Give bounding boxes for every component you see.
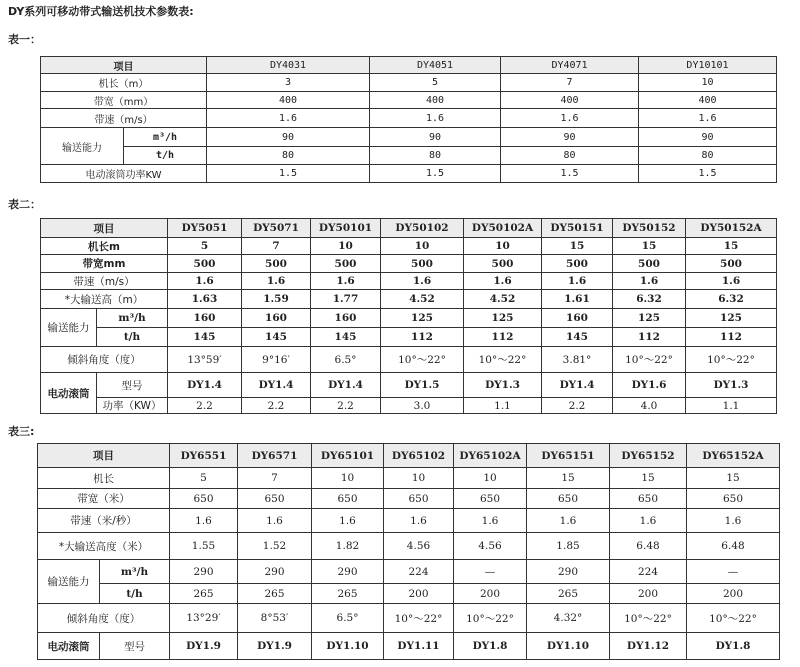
header-cell: DY50152A xyxy=(686,219,777,238)
table-cell: 2.2 xyxy=(542,398,613,414)
table-cell: 265 xyxy=(170,584,238,604)
table-cell: 112 xyxy=(464,328,542,347)
table-cell: 400 xyxy=(207,92,370,109)
table-row xyxy=(41,128,777,147)
table-cell: 125 xyxy=(381,309,464,328)
table-row xyxy=(41,109,777,128)
row-label: 倾斜角度（度） xyxy=(41,347,168,373)
table-cell: 1.6 xyxy=(542,273,613,290)
table3-caption: 表三: xyxy=(8,425,35,438)
table-cell: 10°～22° xyxy=(454,604,527,633)
table-cell: 1.6 xyxy=(170,509,238,533)
row-sublabel: t/h xyxy=(97,328,168,347)
table-cell: 500 xyxy=(464,255,542,273)
table-cell: 1.55 xyxy=(170,533,238,560)
table2 xyxy=(40,218,777,414)
table-cell: 1.52 xyxy=(238,533,312,560)
table-row xyxy=(38,468,780,489)
header-cell: DY65102 xyxy=(384,444,454,468)
table-cell: 1.77 xyxy=(311,290,381,309)
table-cell: 650 xyxy=(384,489,454,509)
table-cell: 10 xyxy=(384,468,454,489)
table-cell: 80 xyxy=(501,147,639,165)
table-cell: 145 xyxy=(542,328,613,347)
table-cell: 400 xyxy=(370,92,501,109)
table-cell: 500 xyxy=(381,255,464,273)
header-cell: 项目 xyxy=(41,57,207,74)
table-cell: 15 xyxy=(613,238,686,255)
table-cell: 4.52 xyxy=(381,290,464,309)
table-cell: 650 xyxy=(454,489,527,509)
table-row xyxy=(38,560,780,584)
table-cell: 290 xyxy=(170,560,238,584)
row-label: 带速（米/秒） xyxy=(38,509,170,533)
table-cell: 1.5 xyxy=(207,165,370,183)
row-sublabel: m³/h xyxy=(97,309,168,328)
table-cell: 145 xyxy=(311,328,381,347)
header-cell: DY50151 xyxy=(542,219,613,238)
table-cell: 650 xyxy=(527,489,610,509)
row-label: 机长m xyxy=(41,238,168,255)
row-label: 电动滚筒 xyxy=(41,373,97,414)
table-cell: 1.6 xyxy=(381,273,464,290)
row-sublabel: 型号 xyxy=(100,633,170,660)
table-cell: — xyxy=(687,560,780,584)
table-cell: DY1.6 xyxy=(613,373,686,398)
table-cell: DY1.10 xyxy=(312,633,384,660)
table-row xyxy=(41,309,777,328)
table-cell: 290 xyxy=(312,560,384,584)
row-label: 输送能力 xyxy=(38,560,100,604)
row-label: 带宽（mm） xyxy=(41,92,207,109)
table-cell: 650 xyxy=(170,489,238,509)
table-cell: 650 xyxy=(687,489,780,509)
table-row xyxy=(41,74,777,92)
table-cell: 10 xyxy=(639,74,777,92)
table-cell: 500 xyxy=(613,255,686,273)
row-label: 输送能力 xyxy=(41,309,97,347)
table-cell: DY1.4 xyxy=(542,373,613,398)
table-cell: 1.6 xyxy=(686,273,777,290)
header-cell: DY50102 xyxy=(381,219,464,238)
table-row xyxy=(38,584,780,604)
header-cell: DY5071 xyxy=(242,219,311,238)
table-cell: 650 xyxy=(610,489,687,509)
table-cell: 90 xyxy=(501,128,639,147)
row-sublabel: m³/h xyxy=(124,128,207,147)
table-cell: 1.6 xyxy=(687,509,780,533)
row-sublabel: t/h xyxy=(100,584,170,604)
header-cell: DY50152 xyxy=(613,219,686,238)
table-cell: 265 xyxy=(238,584,312,604)
table-cell: 1.61 xyxy=(542,290,613,309)
header-cell: DY50102A xyxy=(464,219,542,238)
header-cell: DY65152 xyxy=(610,444,687,468)
table-cell: 160 xyxy=(168,309,242,328)
table-cell: 10°～22° xyxy=(686,347,777,373)
table-cell: 2.2 xyxy=(311,398,381,414)
table-cell: 6.32 xyxy=(613,290,686,309)
header-cell: 项目 xyxy=(41,219,168,238)
table-cell: 265 xyxy=(312,584,384,604)
header-cell: DY10101 xyxy=(639,57,777,74)
row-label: 输送能力 xyxy=(41,128,124,165)
table-cell: 1.6 xyxy=(384,509,454,533)
table-cell: 7 xyxy=(238,468,312,489)
table-cell: 500 xyxy=(686,255,777,273)
table-cell: 13°59′ xyxy=(168,347,242,373)
table-cell: 1.6 xyxy=(370,109,501,128)
table-cell: 1.6 xyxy=(312,509,384,533)
table-cell: 1.6 xyxy=(501,109,639,128)
table-cell: 7 xyxy=(242,238,311,255)
table-cell: 1.5 xyxy=(501,165,639,183)
table-cell: DY1.4 xyxy=(168,373,242,398)
table-cell: 6.5° xyxy=(312,604,384,633)
row-label: 机长（m） xyxy=(41,74,207,92)
table-cell: 80 xyxy=(370,147,501,165)
table-cell: 7 xyxy=(501,74,639,92)
table-cell: 290 xyxy=(238,560,312,584)
table-cell: 80 xyxy=(639,147,777,165)
table-cell: 10°～22° xyxy=(613,347,686,373)
table-row xyxy=(41,92,777,109)
header-cell: DY65151 xyxy=(527,444,610,468)
header-cell: 项目 xyxy=(38,444,170,468)
table-cell: 1.1 xyxy=(686,398,777,414)
table-cell: 15 xyxy=(527,468,610,489)
table2-caption: 表二： xyxy=(8,198,41,211)
table-cell: 1.63 xyxy=(168,290,242,309)
table-cell: 224 xyxy=(610,560,687,584)
table-cell: 5 xyxy=(168,238,242,255)
table-cell: 3.0 xyxy=(381,398,464,414)
table-cell: 90 xyxy=(370,128,501,147)
table-row xyxy=(41,373,777,398)
table-cell: 1.82 xyxy=(312,533,384,560)
table-row xyxy=(41,238,777,255)
table-cell: 1.6 xyxy=(238,509,312,533)
header-cell: DY65152A xyxy=(687,444,780,468)
header-cell: DY6571 xyxy=(238,444,312,468)
table-cell: 1.5 xyxy=(639,165,777,183)
table-cell: 10°～22° xyxy=(687,604,780,633)
table-cell: 10 xyxy=(464,238,542,255)
table-cell: 90 xyxy=(207,128,370,147)
table-cell: 1.6 xyxy=(168,273,242,290)
header-cell: DY4051 xyxy=(370,57,501,74)
table-cell: DY1.4 xyxy=(311,373,381,398)
table-cell: 160 xyxy=(242,309,311,328)
table-cell: 9°16′ xyxy=(242,347,311,373)
table-cell: DY1.11 xyxy=(384,633,454,660)
table-cell: 200 xyxy=(454,584,527,604)
table-cell: DY1.9 xyxy=(170,633,238,660)
table-cell: 4.52 xyxy=(464,290,542,309)
table-cell: DY1.5 xyxy=(381,373,464,398)
table-row xyxy=(41,165,777,183)
table-cell: 6.48 xyxy=(610,533,687,560)
row-sublabel: t/h xyxy=(124,147,207,165)
table-row xyxy=(41,57,777,74)
table-cell: 10 xyxy=(381,238,464,255)
table-cell: 10 xyxy=(312,468,384,489)
table-cell: 4.56 xyxy=(454,533,527,560)
table-cell: 400 xyxy=(639,92,777,109)
table-row xyxy=(41,347,777,373)
table-cell: 125 xyxy=(686,309,777,328)
table-cell: 125 xyxy=(613,309,686,328)
table-cell: DY1.12 xyxy=(610,633,687,660)
table-cell: 1.6 xyxy=(464,273,542,290)
table-cell: 6.5° xyxy=(311,347,381,373)
table-cell: 200 xyxy=(384,584,454,604)
header-cell: DY50101 xyxy=(311,219,381,238)
table-cell: 400 xyxy=(501,92,639,109)
row-label: 带宽（米） xyxy=(38,489,170,509)
table-cell: 1.6 xyxy=(311,273,381,290)
header-cell: DY6551 xyxy=(170,444,238,468)
table1-caption: 表一： xyxy=(8,33,41,46)
table-cell: 10 xyxy=(311,238,381,255)
row-label: 电动滚筒 xyxy=(38,633,100,660)
page-title: DY系列可移动带式输送机技术参数表: xyxy=(8,5,194,18)
table-cell: DY1.4 xyxy=(242,373,311,398)
table-cell: 4.56 xyxy=(384,533,454,560)
table-cell: 112 xyxy=(381,328,464,347)
table-cell: 6.48 xyxy=(687,533,780,560)
table-cell: 1.6 xyxy=(613,273,686,290)
table-cell: 112 xyxy=(613,328,686,347)
row-label: *大输送高（m） xyxy=(41,290,168,309)
header-cell: DY5051 xyxy=(168,219,242,238)
row-sublabel: 型号 xyxy=(97,373,168,398)
table-cell: 160 xyxy=(311,309,381,328)
table-row xyxy=(38,633,780,660)
table-cell: 1.85 xyxy=(527,533,610,560)
table-cell: DY1.8 xyxy=(687,633,780,660)
table-cell: 5 xyxy=(170,468,238,489)
table-row xyxy=(38,533,780,560)
table-cell: 1.6 xyxy=(639,109,777,128)
row-label: 带速（m/s） xyxy=(41,109,207,128)
table-cell: DY1.3 xyxy=(686,373,777,398)
table-cell: DY1.9 xyxy=(238,633,312,660)
table-row xyxy=(41,255,777,273)
header-cell: DY4071 xyxy=(501,57,639,74)
table-cell: 500 xyxy=(542,255,613,273)
table-cell: 15 xyxy=(610,468,687,489)
table-row xyxy=(41,328,777,347)
table-cell: 15 xyxy=(542,238,613,255)
row-label: 倾斜角度（度） xyxy=(38,604,170,633)
table-cell: 10°～22° xyxy=(610,604,687,633)
table-cell: 112 xyxy=(686,328,777,347)
table-row xyxy=(38,444,780,468)
table-cell: 1.59 xyxy=(242,290,311,309)
table-cell: 650 xyxy=(312,489,384,509)
table-cell: 1.6 xyxy=(242,273,311,290)
table-cell: 1.6 xyxy=(454,509,527,533)
table-cell: 200 xyxy=(610,584,687,604)
table-cell: DY1.8 xyxy=(454,633,527,660)
table-cell: 2.2 xyxy=(168,398,242,414)
table-cell: 10°～22° xyxy=(464,347,542,373)
table-row xyxy=(38,509,780,533)
header-cell: DY65101 xyxy=(312,444,384,468)
table-cell: 500 xyxy=(242,255,311,273)
table-cell: 10°～22° xyxy=(381,347,464,373)
table-cell: 125 xyxy=(464,309,542,328)
table-cell: 160 xyxy=(542,309,613,328)
table-cell: 4.32° xyxy=(527,604,610,633)
table-cell: 3 xyxy=(207,74,370,92)
table-cell: — xyxy=(454,560,527,584)
table-cell: 1.6 xyxy=(207,109,370,128)
row-label: 电动滚筒功率KW xyxy=(41,165,207,183)
row-label: *大输送高度（米） xyxy=(38,533,170,560)
table-cell: 90 xyxy=(639,128,777,147)
table-cell: 200 xyxy=(687,584,780,604)
table-cell: 1.1 xyxy=(464,398,542,414)
table-cell: 80 xyxy=(207,147,370,165)
table-cell: 5 xyxy=(370,74,501,92)
table-cell: 145 xyxy=(168,328,242,347)
table-row xyxy=(41,147,777,165)
table-cell: 1.6 xyxy=(610,509,687,533)
table-cell: DY1.10 xyxy=(527,633,610,660)
row-label: 机长 xyxy=(38,468,170,489)
header-cell: DY65102A xyxy=(454,444,527,468)
row-label: 带速（m/s） xyxy=(41,273,168,290)
header-cell: DY4031 xyxy=(207,57,370,74)
table-cell: 8°53′ xyxy=(238,604,312,633)
table3 xyxy=(37,443,780,660)
table-cell: DY1.3 xyxy=(464,373,542,398)
table-cell: 224 xyxy=(384,560,454,584)
table-row xyxy=(41,219,777,238)
table-cell: 13°29′ xyxy=(170,604,238,633)
table-row xyxy=(41,273,777,290)
table1 xyxy=(40,56,777,183)
table-cell: 145 xyxy=(242,328,311,347)
table-row xyxy=(38,489,780,509)
table-cell: 2.2 xyxy=(242,398,311,414)
table-cell: 15 xyxy=(686,238,777,255)
table-cell: 265 xyxy=(527,584,610,604)
table-cell: 1.5 xyxy=(370,165,501,183)
table-cell: 4.0 xyxy=(613,398,686,414)
row-sublabel: m³/h xyxy=(100,560,170,584)
table-cell: 1.6 xyxy=(527,509,610,533)
table-row xyxy=(38,604,780,633)
table-cell: 6.32 xyxy=(686,290,777,309)
table-cell: 10°～22° xyxy=(384,604,454,633)
table-cell: 10 xyxy=(454,468,527,489)
table-cell: 500 xyxy=(168,255,242,273)
table-row xyxy=(41,290,777,309)
row-sublabel: 功率（KW） xyxy=(97,398,168,414)
row-label: 带宽mm xyxy=(41,255,168,273)
table-row xyxy=(41,398,777,414)
table-cell: 650 xyxy=(238,489,312,509)
table-cell: 290 xyxy=(527,560,610,584)
table-cell: 3.81° xyxy=(542,347,613,373)
table-cell: 15 xyxy=(687,468,780,489)
table-cell: 500 xyxy=(311,255,381,273)
